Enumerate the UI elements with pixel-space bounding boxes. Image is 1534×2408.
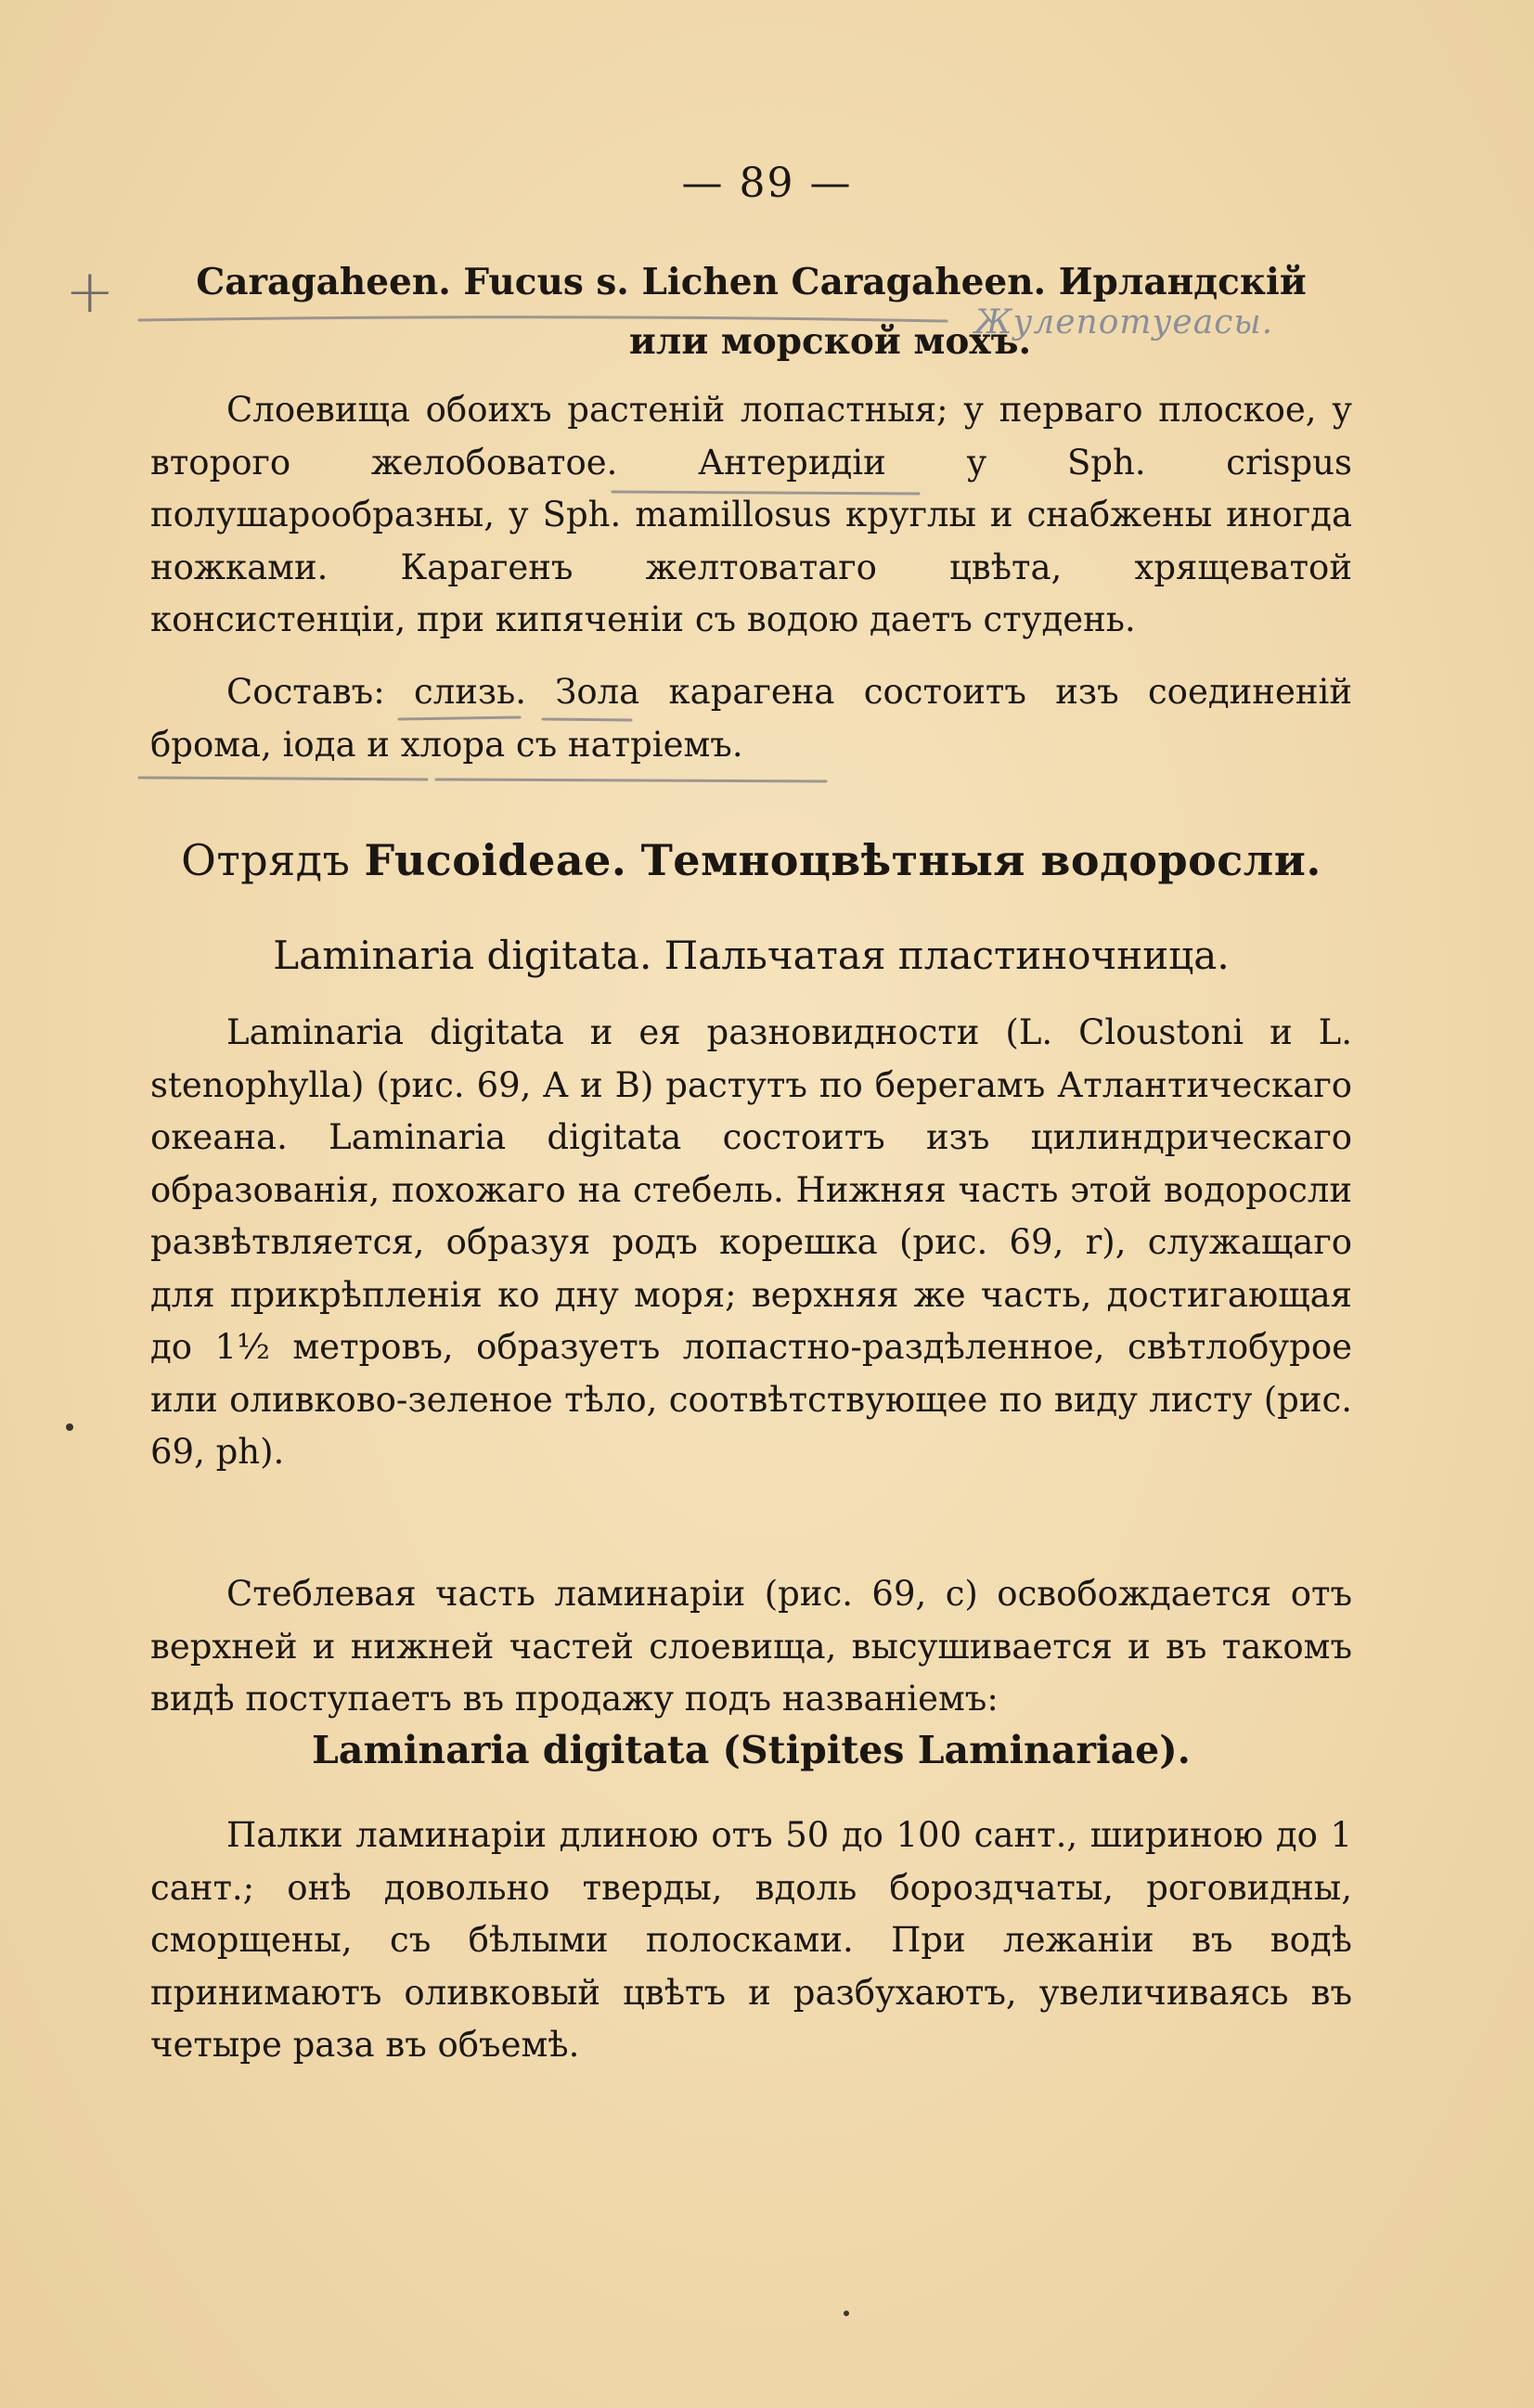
paragraph-thallus	[150, 384, 1352, 647]
entry-heading-line2: или морской мохъ.	[628, 320, 1032, 363]
section-title-prefix: Отрядъ	[181, 835, 351, 885]
paragraph-thallus-text: Слоевища обоихъ растенiй лопастныя; у перваго плоское, у второго желобоватое. Антеридiи у Sph. crispus полушарообразны, у Sph. mamillosus круглы и снабжены иногда ножками. Карагенъ желтоватаго цвѣта, хрящеватой консистенцiи, при кипяченiи съ водою даетъ студень.	[150, 390, 1352, 639]
margin-dot	[66, 1423, 73, 1431]
underline-bromine	[139, 778, 427, 779]
paragraph-drug-text: Палки ламинарiи длиною отъ 50 до 100 сант., шириною до 1 сант.; онѣ довольно тверды, вдоль бороздчаты, роговидны, сморщены, съ бѣлыми полосками. При лежанiи въ водѣ принимаютъ оливковый цвѣтъ и разбухаютъ, увеличиваясь въ четыре раза въ объемѣ.	[150, 1815, 1352, 2065]
page-number: — 89 —	[681, 160, 853, 207]
section-title-rest: Темноцвѣтныя водоросли.	[640, 835, 1321, 885]
handwritten-annotation: Жулепотуеасы.	[974, 303, 1274, 341]
drug-title: Laminaria digitata (Stipites Laminariae).	[312, 1728, 1191, 1772]
paragraph-drug	[150, 1809, 1352, 2072]
paragraph-composition	[150, 666, 1352, 771]
underline-chlorine	[436, 779, 826, 781]
section-title-latin: Fucoideae.	[364, 835, 627, 885]
entry-heading-line1: Caragaheen. Fucus s. Lichen Caragaheen. Ирландскiй	[196, 261, 1307, 303]
species-title: Laminaria digitata. Пальчатая пластиночница.	[273, 933, 1230, 978]
section-title	[150, 835, 1352, 885]
bottom-speck	[844, 2311, 849, 2316]
paragraph-composition-text: Составъ: слизь. Зола карагена состоитъ изъ соединенiй брома, iода и хлора съ натрiемъ.	[150, 672, 1352, 765]
paragraph-stipe	[150, 1568, 1352, 1726]
paragraph-laminaria	[150, 1007, 1352, 1479]
paragraph-laminaria-text: Laminaria digitata и ея разновидности (L. Cloustoni и L. stenophylla) (рис. 69, A и B) растутъ по берегамъ Атлантическаго океана. Laminaria digitata состоитъ изъ цилиндрическаго образованiя, похожаго на стебель. Нижняя часть этой водоросли развѣтвляется, образуя родъ корешка (рис. 69, r), служащаго для прикрѣпленiя ко дну моря; верхняя же часть, достигающая до 1½ метровъ, образуетъ лопастно-раздѣленное, свѣтлобурое или оливково-зеленое тѣло, соотвѣтствующее по виду листу (рис. 69, ph).	[150, 1012, 1352, 1472]
paragraph-stipe-text: Стеблевая часть ламинарiи (рис. 69, c) освобождается отъ верхней и нижней частей слоевища, высушивается и въ такомъ видѣ поступаетъ въ продажу подъ названiемъ:	[150, 1574, 1352, 1719]
margin-plus-mark: +	[65, 258, 115, 327]
